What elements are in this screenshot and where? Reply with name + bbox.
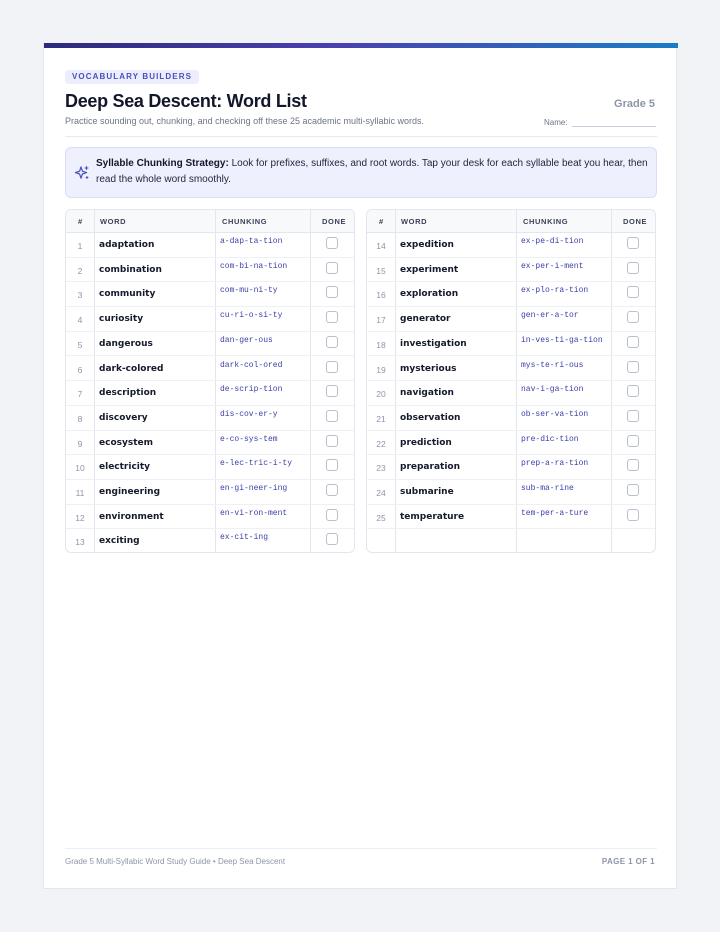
table-row bbox=[367, 381, 656, 406]
chunked-word: cu-ri-o-si-ty bbox=[220, 311, 283, 321]
table-row bbox=[367, 233, 656, 258]
row-number: 21 bbox=[376, 413, 386, 424]
vocab-word: exploration bbox=[400, 289, 459, 300]
done-checkbox[interactable] bbox=[627, 311, 639, 323]
table-row bbox=[66, 480, 355, 505]
vocab-word: temperature bbox=[400, 511, 465, 522]
table-row bbox=[66, 455, 355, 480]
vocab-word: community bbox=[99, 289, 156, 300]
accent-bar bbox=[44, 43, 678, 48]
row-number: 4 bbox=[77, 315, 83, 326]
sparkle-icon bbox=[74, 165, 90, 181]
strategy-label: Syllable Chunking Strategy: bbox=[96, 158, 229, 169]
table-header bbox=[66, 210, 355, 233]
done-checkbox[interactable] bbox=[627, 484, 639, 496]
done-checkbox[interactable] bbox=[627, 385, 639, 397]
chunked-word: ex-cit-ing bbox=[220, 533, 269, 543]
name-line bbox=[572, 126, 656, 127]
chunked-word: tem-per-a-ture bbox=[521, 508, 589, 518]
table-row bbox=[66, 505, 355, 530]
vocab-word: navigation bbox=[400, 388, 454, 399]
table-row bbox=[66, 529, 355, 553]
footer-text: Grade 5 Multi-Syllabic Word Study Guide • Deep Sea Descent bbox=[65, 857, 286, 866]
table-row bbox=[367, 258, 656, 283]
table-row bbox=[367, 357, 656, 382]
vocab-word: exciting bbox=[99, 536, 140, 547]
row-number: 9 bbox=[77, 438, 83, 449]
done-checkbox[interactable] bbox=[326, 385, 338, 397]
chunked-word: en-gi-neer-ing bbox=[220, 484, 288, 493]
vocab-word: submarine bbox=[400, 487, 454, 497]
row-number: 16 bbox=[376, 290, 386, 301]
vocab-word: experiment bbox=[400, 264, 459, 275]
done-checkbox[interactable] bbox=[326, 286, 338, 298]
vocab-word: curiosity bbox=[99, 314, 144, 325]
done-checkbox[interactable] bbox=[627, 410, 639, 422]
vocab-word: electricity bbox=[99, 462, 151, 473]
col-header-word: WORD bbox=[100, 217, 127, 226]
vocab-word: engineering bbox=[99, 487, 161, 497]
done-checkbox[interactable] bbox=[326, 509, 338, 521]
table-row bbox=[367, 406, 656, 431]
col-header-done: DONE bbox=[623, 217, 648, 226]
col-header-word: WORD bbox=[401, 217, 428, 226]
row-number: 14 bbox=[376, 241, 386, 251]
row-number: 22 bbox=[376, 438, 386, 449]
table-header bbox=[367, 210, 656, 233]
chunked-word: gen-er-a-tor bbox=[521, 311, 579, 321]
col-header-num: # bbox=[78, 217, 83, 226]
row-number: 20 bbox=[376, 389, 386, 400]
vocab-word: investigation bbox=[400, 338, 467, 349]
done-checkbox[interactable] bbox=[326, 336, 338, 348]
done-checkbox[interactable] bbox=[326, 410, 338, 422]
table-row bbox=[367, 282, 656, 307]
chunked-word: ex-pe-di-tion bbox=[521, 237, 584, 246]
strategy-callout bbox=[65, 147, 657, 198]
chunked-word: prep-a-ra-tion bbox=[521, 459, 589, 469]
chunked-word: ex-plo-ra-tion bbox=[521, 286, 589, 296]
row-number: 5 bbox=[77, 339, 83, 350]
table-row bbox=[367, 480, 656, 505]
done-checkbox[interactable] bbox=[326, 435, 338, 447]
chunked-word: com-mu-ni-ty bbox=[220, 286, 278, 296]
chunked-word: ex-per-i-ment bbox=[521, 261, 584, 271]
vocab-word: preparation bbox=[400, 462, 460, 473]
row-number: 11 bbox=[75, 488, 85, 498]
row-number: 25 bbox=[376, 512, 386, 523]
vocab-word: ecosystem bbox=[99, 437, 153, 448]
chunked-word: e-co-sys-tem bbox=[220, 434, 278, 444]
table-row bbox=[367, 431, 656, 456]
grade-label: Grade 5 bbox=[614, 98, 655, 110]
row-number: 23 bbox=[376, 463, 386, 474]
done-checkbox[interactable] bbox=[627, 237, 639, 249]
table-row bbox=[66, 233, 355, 258]
vocab-word: mysterious bbox=[400, 363, 457, 374]
done-checkbox[interactable] bbox=[627, 459, 639, 471]
row-number: 2 bbox=[77, 265, 83, 276]
chunked-word: pre-dic-tion bbox=[521, 434, 579, 444]
table-row bbox=[66, 332, 355, 357]
page-subtitle: Practice sounding out, chunking, and checking off these 25 academic multi-syllabic words. bbox=[65, 116, 425, 126]
table-row bbox=[66, 381, 355, 406]
worksheet-page bbox=[43, 43, 677, 889]
vocab-word: combination bbox=[99, 264, 162, 275]
row-number: 1 bbox=[77, 241, 83, 251]
chunked-word: ob-ser-va-tion bbox=[521, 409, 589, 419]
vocab-word: description bbox=[99, 388, 157, 399]
chunked-word: a-dap-ta-tion bbox=[220, 237, 283, 246]
done-checkbox[interactable] bbox=[326, 237, 338, 249]
row-number: 8 bbox=[77, 413, 83, 424]
row-number: 24 bbox=[376, 488, 386, 498]
chunked-word: in-ves-ti-ga-tion bbox=[521, 335, 603, 345]
done-checkbox[interactable] bbox=[326, 361, 338, 373]
row-number: 10 bbox=[75, 463, 85, 474]
chunked-word: mys-te-ri-ous bbox=[521, 360, 584, 370]
word-table-right bbox=[366, 209, 656, 553]
row-number: 19 bbox=[376, 364, 386, 375]
done-checkbox[interactable] bbox=[627, 262, 639, 274]
strategy-text bbox=[96, 156, 648, 188]
table-row bbox=[66, 357, 355, 382]
col-header-chunking: CHUNKING bbox=[222, 217, 268, 226]
chunked-word: dis-cov-er-y bbox=[220, 409, 278, 419]
page-number: PAGE 1 OF 1 bbox=[601, 857, 655, 866]
row-number: 18 bbox=[376, 339, 386, 350]
row-number: 7 bbox=[77, 389, 83, 400]
col-header-done: DONE bbox=[322, 217, 347, 226]
page-title: Deep Sea Descent: Word List bbox=[65, 91, 307, 111]
done-checkbox[interactable] bbox=[326, 533, 338, 545]
vocab-word: environment bbox=[99, 511, 164, 522]
table-row bbox=[66, 307, 355, 332]
col-header-num: # bbox=[379, 217, 384, 226]
vocab-word: expedition bbox=[400, 240, 454, 250]
chunked-word: com-bi-na-tion bbox=[220, 261, 288, 271]
table-row bbox=[367, 332, 656, 357]
done-checkbox[interactable] bbox=[326, 311, 338, 323]
chunked-word: de-scrip-tion bbox=[220, 385, 283, 395]
table-row bbox=[66, 431, 355, 456]
table-row bbox=[367, 307, 656, 332]
vocab-word: dark-colored bbox=[99, 363, 164, 374]
strategy-body: Look for prefixes, suffixes, and root words. Tap your desk for each syllable beat you hear, then read the whole word smoothly. bbox=[96, 158, 648, 185]
chunked-word: dark-col-ored bbox=[220, 360, 283, 370]
done-checkbox[interactable] bbox=[326, 262, 338, 274]
col-header-chunking: CHUNKING bbox=[523, 217, 569, 226]
row-number: 13 bbox=[75, 537, 85, 548]
row-number: 3 bbox=[77, 290, 83, 301]
name-field[interactable] bbox=[544, 118, 656, 128]
row-number: 17 bbox=[376, 315, 386, 326]
row-number: 6 bbox=[77, 364, 83, 375]
table-row bbox=[66, 258, 355, 283]
category-tag: VOCABULARY BUILDERS bbox=[65, 70, 199, 84]
table-row bbox=[367, 505, 656, 530]
done-checkbox[interactable] bbox=[627, 286, 639, 298]
header-divider bbox=[65, 136, 657, 137]
done-checkbox[interactable] bbox=[627, 361, 639, 373]
row-number: 12 bbox=[75, 512, 85, 523]
vocab-word: dangerous bbox=[99, 338, 153, 349]
vocab-word: prediction bbox=[400, 437, 452, 448]
chunked-word: en-vi-ron-ment bbox=[220, 508, 288, 518]
row-number: 15 bbox=[376, 265, 386, 276]
done-checkbox[interactable] bbox=[627, 435, 639, 447]
chunked-word: sub-ma-rine bbox=[521, 484, 574, 493]
table-row bbox=[66, 282, 355, 307]
table-row bbox=[66, 406, 355, 431]
done-checkbox[interactable] bbox=[326, 459, 338, 471]
chunked-word: e-lec-tric-i-ty bbox=[220, 459, 293, 469]
table-row bbox=[367, 455, 656, 480]
vocab-word: observation bbox=[400, 412, 461, 423]
vocab-word: discovery bbox=[99, 412, 148, 423]
vocab-word: generator bbox=[400, 314, 451, 325]
done-checkbox[interactable] bbox=[326, 484, 338, 496]
word-table-left bbox=[65, 209, 355, 553]
name-label: Name: bbox=[544, 118, 568, 127]
chunked-word: nav-i-ga-tion bbox=[521, 385, 584, 395]
chunked-word: dan-ger-ous bbox=[220, 335, 273, 345]
footer-divider bbox=[65, 848, 657, 849]
done-checkbox[interactable] bbox=[627, 509, 639, 521]
vocab-word: adaptation bbox=[99, 240, 155, 250]
done-checkbox[interactable] bbox=[627, 336, 639, 348]
